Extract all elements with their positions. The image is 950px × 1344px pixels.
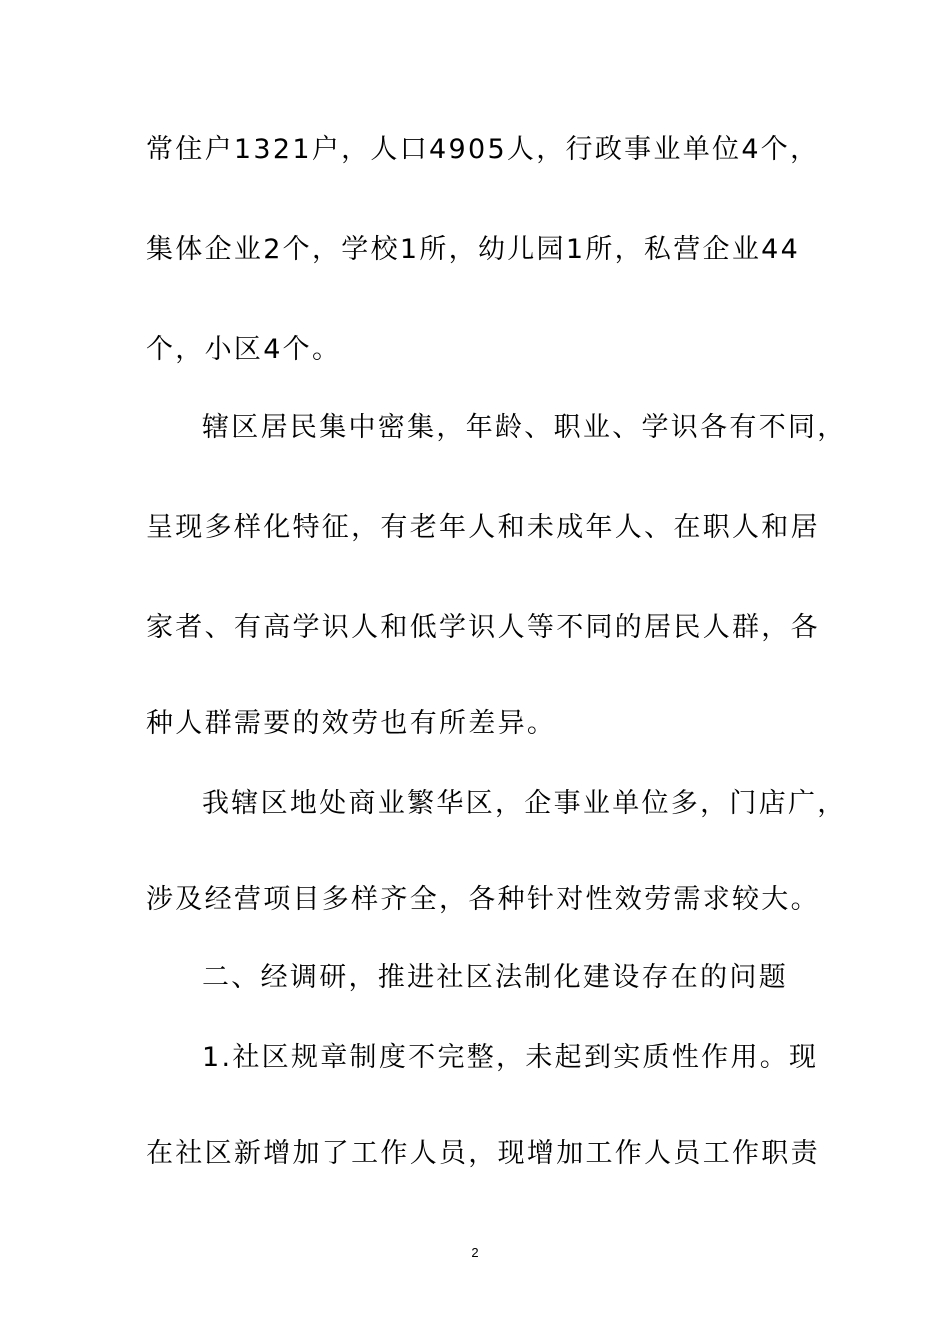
paragraph-first-line: 我辖区地处商业繁华区，企事业单位多，门店广， — [202, 788, 847, 819]
body-text-line: 种人群需要的效劳也有所差异。 — [146, 708, 557, 739]
body-text-line: 呈现多样化特征，有老年人和未成年人、在职人和居 — [146, 512, 820, 543]
body-text-line: 集体企业2个，学校1所，幼儿园1所，私营企业44 — [146, 234, 801, 265]
body-text-line: 在社区新增加了工作人员，现增加工作人员工作职责 — [146, 1138, 820, 1169]
section-heading: 二、经调研，推进社区法制化建设存在的问题 — [202, 962, 788, 993]
body-text-line: 个，小区4个。 — [146, 334, 342, 365]
page-number: 2 — [471, 1245, 479, 1260]
body-text-line: 涉及经营项目多样齐全，各种针对性效劳需求较大。 — [146, 884, 820, 915]
body-text-line: 常住户1321户，人口4905人，行政事业单位4个， — [146, 134, 820, 165]
paragraph-first-line: 辖区居民集中密集，年龄、职业、学识各有不同， — [202, 412, 847, 443]
list-item-first-line: 1.社区规章制度不完整，未起到实质性作用。现 — [202, 1042, 819, 1073]
body-text-line: 家者、有高学识人和低学识人等不同的居民人群，各 — [146, 612, 820, 643]
